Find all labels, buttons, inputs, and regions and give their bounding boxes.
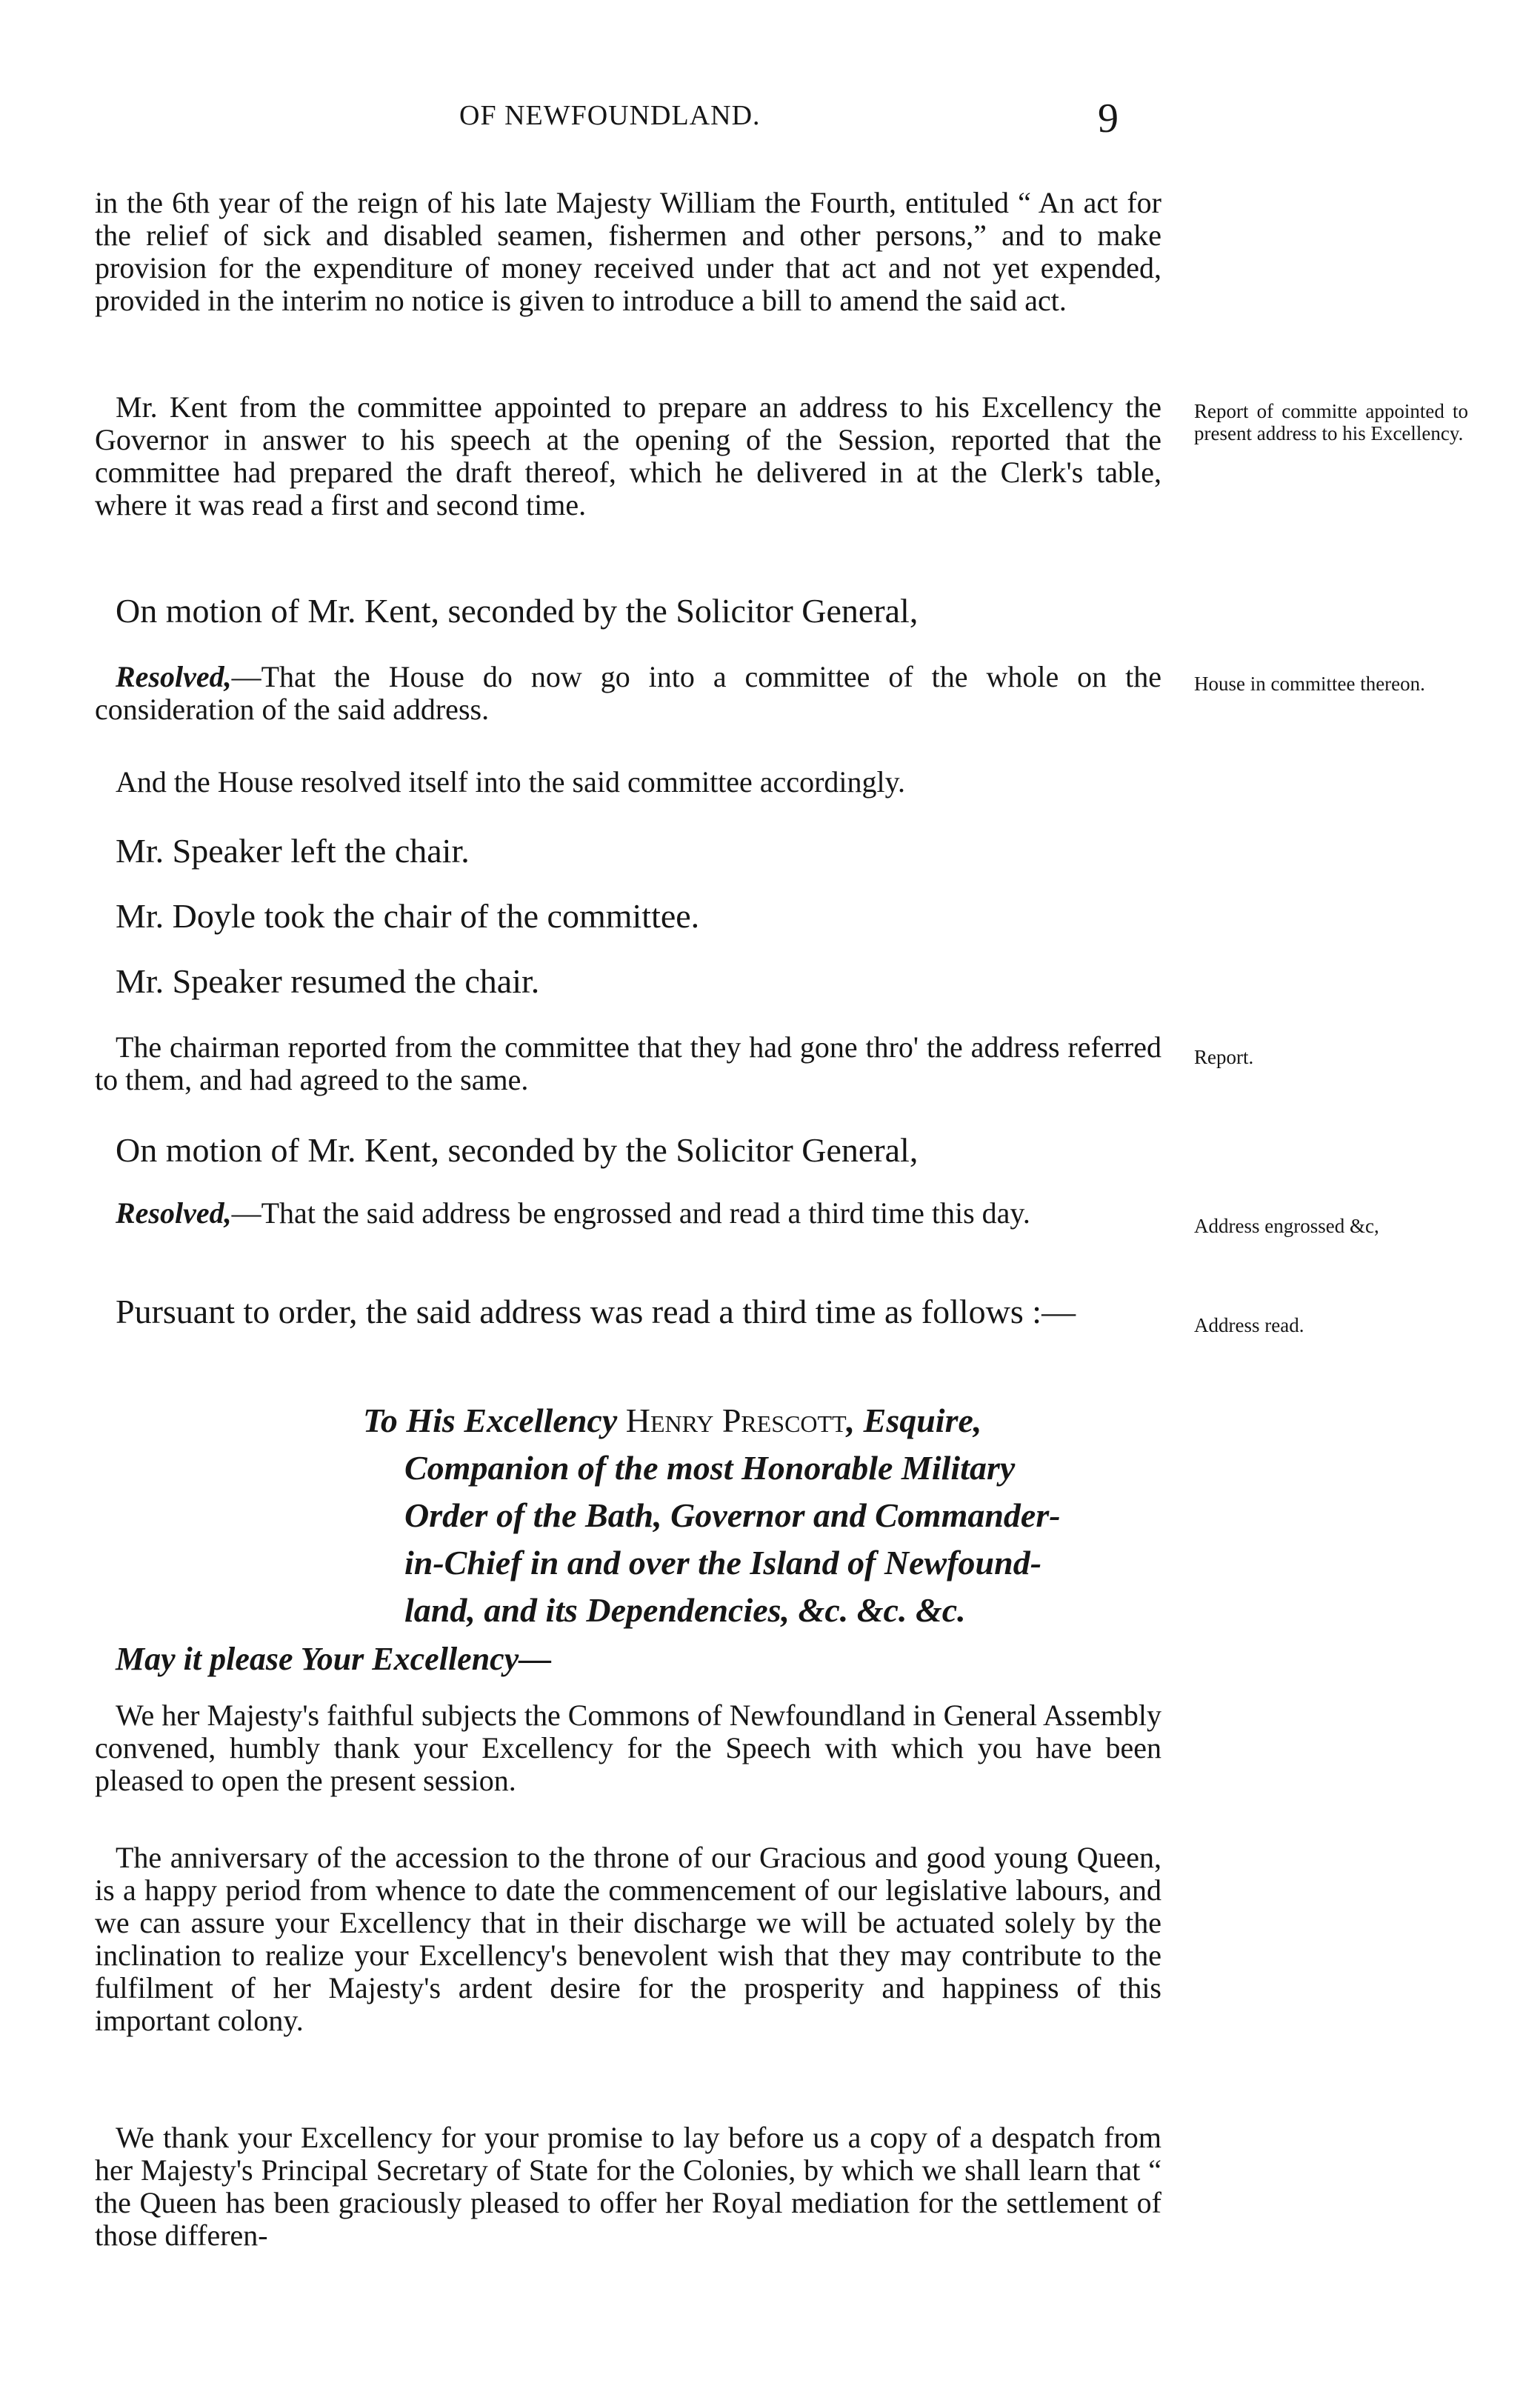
paragraph-text: [95, 661, 1161, 726]
paragraph-chairman-report: [95, 1031, 1161, 1096]
paragraph-text: On motion of Mr. Kent, seconded by the Solicitor General,: [116, 1131, 919, 1169]
sidenote-report-committee: Report of committe appointed to present address to his Excellency.: [1194, 400, 1468, 444]
address-line: Order of the Bath, Governor and Commander-: [404, 1496, 1061, 1534]
paragraph-resolved-2: [95, 1197, 1161, 1230]
sidenote-report: Report.: [1194, 1046, 1254, 1068]
paragraph-act-continuation: [95, 187, 1161, 317]
resolved-text: —That the House do now go into a committee of the whole on the consideration of the said address.: [95, 660, 1161, 726]
sidenote-house-committee: House in committee thereon.: [1194, 673, 1425, 695]
page-number: 9: [1098, 96, 1119, 141]
paragraph-anniversary: [95, 1842, 1161, 2037]
paragraph-text: Pursuant to order, the said address was read a third time as follows :—: [116, 1293, 1076, 1330]
paragraph-speaker-left: [95, 833, 1161, 870]
paragraph-text: Mr. Kent from the committee appointed to prepare an address to his Excellency the Governor in answer to his speech at the opening of the Session, reported that the committee had prepared the draft thereof, which he delivered in at the Clerk's table, where it was read a first and second time.: [95, 390, 1161, 521]
paragraph-text: And the House resolved itself into the said committee accordingly.: [116, 765, 906, 799]
salutation-text: May it please Your Excellency—: [116, 1641, 552, 1677]
address-line: land, and its Dependencies, &c. &c. &c.: [404, 1591, 966, 1629]
paragraph-text: We her Majesty's faithful subjects the Commons of Newfoundland in General Assembly convened, humbly thank your Excellency for the Speech with which you have been pleased to open the present session.: [95, 1699, 1161, 1797]
paragraph-kent-report: [95, 391, 1161, 521]
paragraph-address-thanks: [95, 1699, 1161, 1797]
paragraph-despatch: [95, 2122, 1161, 2252]
paragraph-text: The chairman reported from the committee that they had gone thro' the address referred to them, and had agreed to the same.: [95, 1030, 1161, 1096]
paragraph-text: We thank your Excellency for your promise to lay before us a copy of a despatch from her Majesty's Principal Secretary of State for the Colonies, by which we shall learn that “ the Queen has been graciously pleased to offer her Royal mediation for the settlement of those differen-: [95, 2121, 1161, 2252]
resolved-text: —That the said address be engrossed and read a third time this day.: [231, 1196, 1030, 1230]
paragraph-text: in the 6th year of the reign of his late Majesty William the Fourth, entituled “ An act for the relief of sick and disabled seamen, fishermen and other persons,” and to make provision for the expenditure of money received under that act and not yet expended, provided in the interim no notice is given to introduce a bill to amend the said act.: [95, 186, 1161, 317]
paragraph-text: [95, 1197, 1161, 1230]
paragraph-speaker-resumed: [95, 963, 1161, 1000]
sidenote-address-engrossed: Address engrossed &c,: [1194, 1215, 1379, 1237]
address-title: , Esquire,: [846, 1402, 982, 1439]
address-line: in-Chief in and over the Island of Newfound-: [404, 1544, 1042, 1582]
address-to: To His Excellency: [363, 1402, 626, 1439]
paragraph-resolved-1: [95, 661, 1161, 726]
paragraph-text: Mr. Doyle took the chair of the committee.: [116, 897, 700, 935]
paragraph-motion-1: [95, 593, 1161, 630]
sidenote-address-read: Address read.: [1194, 1314, 1304, 1336]
address-line: Companion of the most Honorable Military: [404, 1449, 1016, 1487]
resolved-label: Resolved,: [116, 660, 232, 693]
address-name: Henry Prescott: [625, 1402, 847, 1439]
running-head: OF NEWFOUNDLAND.: [459, 100, 761, 131]
paragraph-text: On motion of Mr. Kent, seconded by the Solicitor General,: [116, 592, 919, 630]
paragraph-text: Mr. Speaker left the chair.: [116, 832, 470, 870]
paragraph-text: The anniversary of the accession to the throne of our Gracious and good young Queen, is a happy period from whence to date the commencement of our legislative labours, and we can assure your Excellency that in their discharge we will be actuated solely by the inclination to realize your Excellency's benevolent wish that they may contribute to the fulfilment of her Majesty's ardent desire for the prosperity and happiness of this important colony.: [95, 1841, 1161, 2037]
paragraph-pursuant: [95, 1293, 1161, 1330]
page-header: [0, 95, 1540, 154]
paragraph-house-resolved: [95, 766, 1161, 799]
paragraph-doyle-chair: [95, 898, 1161, 935]
resolved-label: Resolved,: [116, 1196, 232, 1230]
paragraph-text: Mr. Speaker resumed the chair.: [116, 962, 540, 1000]
address-heading: [363, 1397, 1163, 1634]
salutation: [95, 1643, 1161, 1676]
address-line: [363, 1397, 1163, 1444]
paragraph-motion-2: [95, 1132, 1161, 1169]
